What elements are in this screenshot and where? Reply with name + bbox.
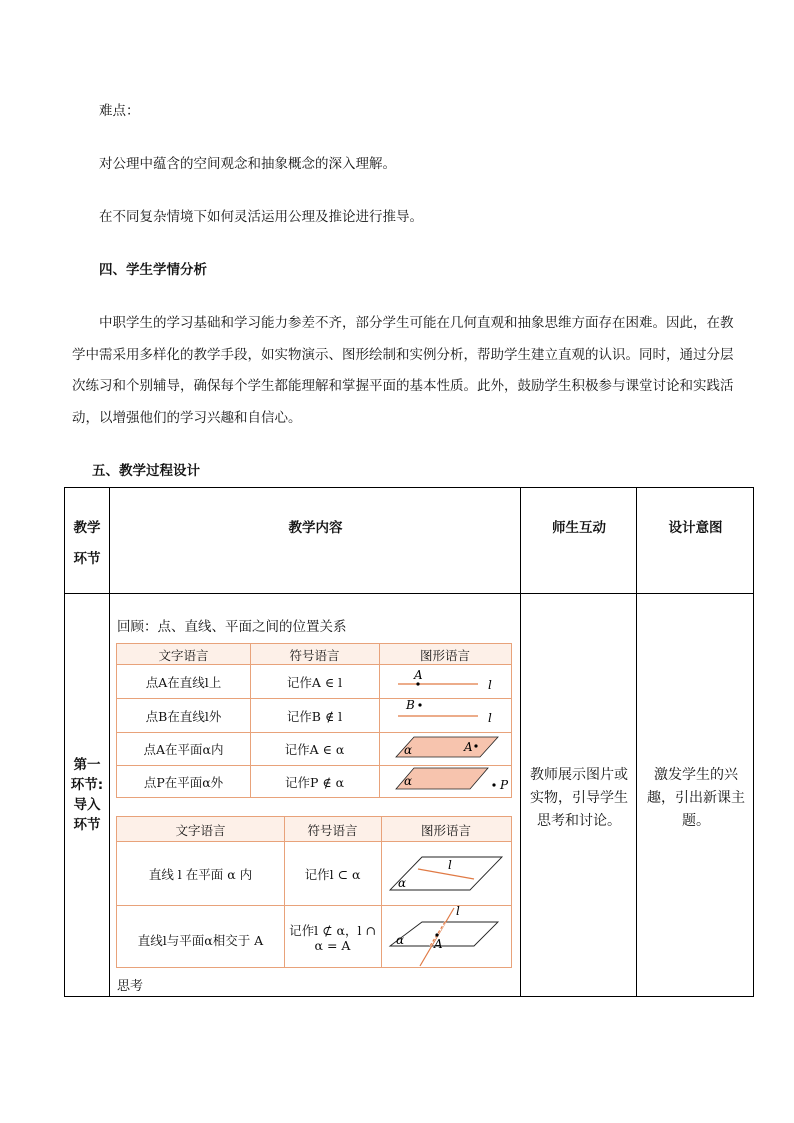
t1-row1-text: 点A在直线l上 (145, 675, 222, 690)
think-label: 思考 (117, 979, 144, 994)
t2-row1-text: 直线 l 在平面 α 内 (148, 867, 253, 882)
t2-row2-symbol-2: α = A (314, 938, 351, 953)
point-in-plane-figure (396, 737, 498, 757)
line-intersect-plane-figure (390, 904, 498, 966)
fig-label-B: B (406, 698, 415, 712)
interaction-cell: 教师展示图片或实物，引导学生思考和讨论。 (530, 767, 628, 829)
process-heading: 五、教学过程设计 (92, 463, 200, 479)
header-interaction: 师生互动 (552, 520, 606, 536)
review-title: 回顾：点、直线、平面之间的位置关系 (117, 619, 347, 635)
t2-row2-text: 直线l与平面α相交于 A (137, 933, 264, 948)
fig-label-alpha3: α (398, 876, 407, 890)
stage-line: 环节 (73, 817, 101, 833)
t1-row2-text: 点B在直线l外 (145, 709, 222, 724)
t2-header-text: 文字语言 (175, 823, 226, 838)
header-content: 教学内容 (288, 520, 343, 536)
position-table-lines (116, 816, 512, 968)
t1-header-figure: 图形语言 (419, 648, 470, 663)
stage-cell (64, 755, 110, 835)
stage-line: 第一 (73, 757, 101, 773)
t2-header-figure: 图形语言 (420, 823, 471, 838)
t2-header-symbol: 符号语言 (307, 823, 358, 838)
analysis-body: 中职学生的学习基础和学习能力参差不齐，部分学生可能在几何直观和抽象思维方面存在困难。因此，在教学中需采用多样化的教学手段，如实物演示、图形绘制和实例分析，帮助学生建立直观的认识。同时，通过分层次练习和个别辅导，确保每个学生都能理解和掌握平面的基本性质。此外，鼓励学生积极参与课堂讨论和实践活动，以增强他们的学习兴趣和自信心。 (72, 315, 734, 426)
point-on-line-figure (398, 668, 492, 692)
difficulty-item-1: 对公理中蕴含的空间观念和抽象概念的深入理解。 (99, 156, 396, 172)
t1-row1-symbol: 记作A ∈ l (286, 675, 343, 690)
fig-label-A: A (414, 668, 423, 682)
header-stage-line2: 环节 (73, 551, 101, 567)
header-stage-line1: 教学 (73, 520, 101, 536)
t1-row2-symbol: 记作B ∉ l (286, 709, 343, 724)
t2-row1-symbol: 记作l ⊂ α (304, 867, 361, 882)
t1-header-text: 文字语言 (158, 648, 209, 663)
fig-label-l: l (488, 678, 492, 692)
fig-label-l2: l (488, 711, 492, 725)
fig-label-alpha: α (404, 743, 413, 757)
fig-label-A2: A (464, 740, 473, 754)
t1-row3-symbol: 记作A ∈ α (284, 742, 345, 757)
fig-label-P: P (500, 778, 509, 792)
header-intent: 设计意图 (668, 520, 723, 536)
t2-figures (382, 842, 511, 967)
point-off-line-figure (398, 698, 492, 725)
fig-label-alpha4: α (396, 933, 405, 947)
difficulty-title: 难点： (99, 103, 140, 119)
point-off-plane-figure (396, 768, 509, 792)
t2-row2-symbol-1: 记作l ⊄ α，l ∩ (289, 923, 376, 938)
intent-cell: 激发学生的兴趣，引出新课主题。 (647, 767, 745, 829)
stage-line: 环节: (70, 777, 104, 793)
fig-label-l4: l (456, 904, 460, 918)
t1-row4-symbol: 记作P ∉ α (284, 775, 345, 790)
analysis-heading: 四、学生学情分析 (99, 262, 207, 278)
fig-label-alpha2: α (404, 774, 413, 788)
fig-label-A3: A (434, 937, 443, 951)
t1-row4-text: 点P在平面α外 (143, 775, 224, 790)
position-table-points (116, 643, 512, 798)
stage-line: 导入 (73, 797, 101, 813)
difficulty-item-2: 在不同复杂情境下如何灵活运用公理及推论进行推导。 (99, 209, 423, 225)
t1-figures (380, 665, 511, 798)
t1-row3-text: 点A在平面α内 (143, 742, 224, 757)
fig-label-l3: l (448, 858, 452, 872)
t1-header-symbol: 符号语言 (289, 648, 340, 663)
line-in-plane-figure (390, 857, 502, 890)
